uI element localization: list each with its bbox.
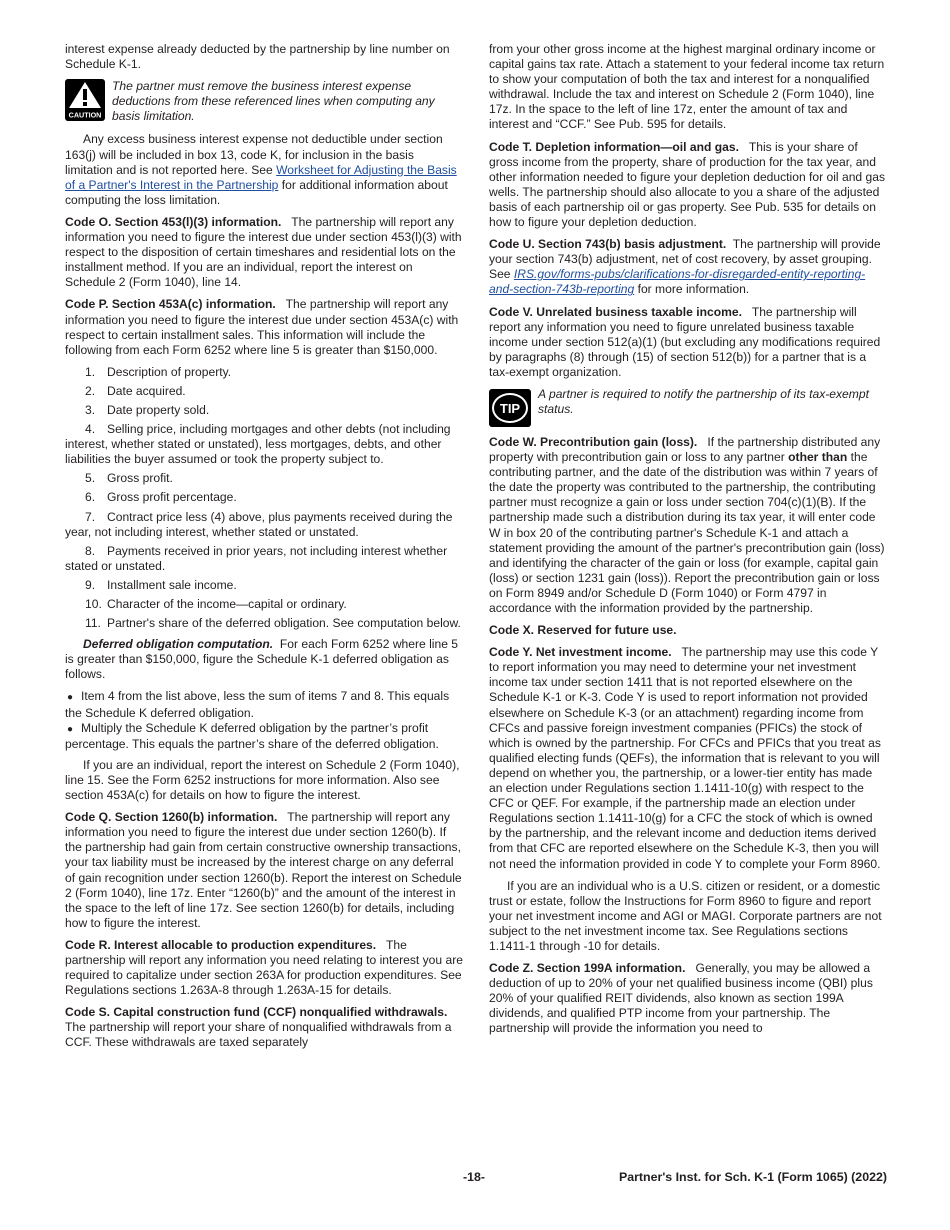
page-footer bbox=[65, 1170, 887, 1186]
tip-text: A partner is required to notify the partnership of its tax-exempt status. bbox=[538, 386, 869, 417]
list-item: 9. Installment sale income. bbox=[85, 577, 237, 592]
list-item: 2. Date acquired. bbox=[85, 383, 186, 398]
paragraph: interest expense already deducted by the partnership by line number on Schedule K-1. bbox=[65, 42, 450, 72]
code-q-heading: Code Q. Section 1260(b) information. bbox=[65, 810, 278, 825]
caution-callout bbox=[65, 79, 463, 124]
code-y-paragraph: Code Y. Net investment income. The partnership may use this code Y to report information you may need to determine your net investment income tax under section 1411 that is not reported elsewhere on the Schedule K-1 or K-3. Code Y is used to report information not provided elsewhere on Schedule K-3 (or an attachment) regarding income from CFCs and passive foreign investment companies (PFICs) the stock of which is owned by the partnership. For CFCs and PFICs that you treat as qualified electing funds (QEFs), the information that is relevant to you will depend on whether you, the partnership, or a lower-tier entity has made an election under Regulations section 1.1411-10(g) with respect to the CFC or QEF. For example, if the partnership made an election under Regulations section 1.1411-10(g) for a CFC the stock of which is owned by the partnership, and the relevant income and deduction items derived from that CFC are reported elsewhere on the Schedule K-3, then you will not need the information provided in code Y to complete your Form 8960. bbox=[489, 645, 881, 871]
code-t-heading: Code T. Depletion information—oil and gas. bbox=[489, 139, 739, 154]
worksheet-link[interactable]: Worksheet for Adjusting the Basis of a Partner's Interest in the Partnership bbox=[65, 162, 457, 192]
code-s-paragraph: Code S. Capital construction fund (CCF) nonqualified withdrawals. The partnership will report your share of nonqualified withdrawals from a CCF. These withdrawals are taxed separately bbox=[65, 1005, 452, 1050]
caution-label: CAUTION bbox=[68, 110, 102, 120]
right-column bbox=[489, 42, 887, 1044]
code-p-paragraph: Code P. Section 453A(c) information. The partnership will report any information you need to figure the interest due under section 453A(c) with respect to certain installment sales. This information will include the following from each Form 6252 where line 5 is greater than $150,000. bbox=[65, 297, 459, 357]
tip-label: TIP bbox=[499, 400, 521, 416]
page-number: -18- bbox=[463, 1170, 486, 1184]
code-r-paragraph: Code R. Interest allocable to production expenditures. The partnership will report any information you need relating to interest you are required to capitalize under section 263A for production expenditures. See Regulations sections 1.263A-8 through 1.263A-15 for details. bbox=[65, 937, 463, 998]
deferred-heading: Deferred obligation computation. bbox=[83, 637, 274, 652]
code-x-heading: Code X. Reserved for future use. bbox=[489, 623, 677, 638]
bullet-item: ● Item 4 from the list above, less the sum of items 7 and 8. This equals the Schedule K deferred obligation. bbox=[65, 689, 450, 720]
left-column bbox=[65, 42, 463, 1058]
bullet-list bbox=[65, 689, 463, 751]
tip-callout bbox=[489, 387, 887, 427]
footer-title: Partner's Inst. for Sch. K-1 (Form 1065) (2022) bbox=[618, 1170, 887, 1184]
code-y-heading: Code Y. Net investment income. bbox=[489, 645, 672, 660]
code-w-heading: Code W. Precontribution gain (loss). bbox=[489, 434, 698, 449]
tip-icon bbox=[489, 389, 531, 427]
list-item: 4. Selling price, including mortgages and other debts (not including interest, whether stated or unstated), less mortgages, debts, and other liabilities the buyer assumed or took the property subject to. bbox=[65, 422, 451, 467]
code-u-paragraph: Code U. Section 743(b) basis adjustment. The partnership will provide your section 743(b) adjustment, net of cost recovery, by asset grouping. See IRS.gov/forms-pubs/clarifications-for-disregarded-entity-reporting-and-section-743b-reporting for more information. bbox=[489, 237, 881, 297]
paragraph-us-citizen: If you are an individual who is a U.S. citizen or resident, or a domestic trust or estate, follow the Instructions for Form 8960 to figure and report your net investment income and AGI or MAGI. Corporate partners are not subject to the net investment income tax. See Regulations sections 1.1411-1 through -10 for details. bbox=[489, 878, 882, 953]
list-item: 3. Date property sold. bbox=[85, 402, 210, 417]
code-o-paragraph: Code O. Section 453(l)(3) information. The partnership will report any information you need to figure the interest due under section 453(l)(3) with respect to the disposition of certain timeshares and residential lots on the installment method. If you are an individual, report the interest on Schedule 2 (Form 1040), line 14. bbox=[65, 214, 462, 290]
code-o-heading: Code O. Section 453(l)(3) information. bbox=[65, 214, 282, 229]
list-item: 8. Payments received in prior years, not including interest whether stated or unstated. bbox=[65, 543, 448, 573]
list-item: 11. Partner's share of the deferred obligation. See computation below. bbox=[85, 616, 461, 631]
bullet-item: ● Multiply the Schedule K deferred obligation by the partner’s profit percentage. This equals the partner’s share of the deferred obligation. bbox=[65, 720, 439, 751]
caution-icon bbox=[65, 79, 105, 121]
code-v-paragraph: Code V. Unrelated business taxable income. The partnership will report any information you need to figure unrelated business taxable income under section 512(a)(1) (but excluding any modifications required by paragraphs (8) through (15) of section 512(b)) for a partner that is a tax-exempt organization. bbox=[489, 304, 881, 379]
code-z-paragraph: Code Z. Section 199A information. Generally, you may be allowed a deduction of up to 20% of your net qualified business income (QBI) plus 20% of your qualified REIT dividends, also known as section 199A dividends, and qualified PTP income from your partnership. The partnership will provide the information you need to bbox=[489, 961, 873, 1036]
list-item: 10. Character of the income—capital or ordinary. bbox=[85, 597, 347, 611]
irs-clarifications-link[interactable]: IRS.gov/forms-pubs/clarifications-for-disregarded-entity-reporting-and-section-743b-reporting bbox=[489, 267, 866, 297]
list-item: 5. Gross profit. bbox=[85, 471, 173, 486]
code-x-paragraph bbox=[489, 623, 887, 638]
code-w-paragraph: Code W. Precontribution gain (loss). If the partnership distributed any property with precontribution gain or loss to any partner other than the contributing partner, and the date of the distribution was within 7 years of the date the property was contributed to the partnership, the contributing partner must recognize a gain or loss under section 704(c)(1)(B). If the partnership made such a distribution during its tax year, it will enter code W in box 20 of the contributing partner's Schedule K-1 and attach a statement providing the amount of the partner's precontribution gain (loss) and identifying the character of the gain or loss (for example, capital gain (loss) or section 1231 gain (loss)). Report the precontribution gain or loss on Form 8949 and/or Schedule D (Form 1040) or Form 4797 in accordance with the information provided by the partnership. bbox=[489, 434, 885, 615]
code-u-heading: Code U. Section 743(b) basis adjustment. bbox=[489, 237, 727, 252]
code-v-heading: Code V. Unrelated business taxable income. bbox=[489, 304, 742, 319]
code-p-heading: Code P. Section 453A(c) information. bbox=[65, 297, 276, 312]
code-r-heading: Code R. Interest allocable to production expenditures. bbox=[65, 937, 377, 952]
list-item: 6. Gross profit percentage. bbox=[85, 490, 237, 505]
code-z-heading: Code Z. Section 199A information. bbox=[489, 961, 686, 976]
caution-text: The partner must remove the business interest expense deductions from these referenced lines when computing any basis limitation. bbox=[112, 79, 435, 124]
list-item: 1. Description of property. bbox=[85, 364, 232, 379]
code-t-paragraph: Code T. Depletion information—oil and gas. This is your share of gross income from the property, share of production for the tax year, and other information needed to figure your depletion deduction for oil and gas wells. The partnership should also allocate to you a share of the adjusted basis of each partnership oil or gas property. See Pub. 535 for details on how to figure your depletion deduction. bbox=[489, 139, 885, 230]
code-q-paragraph: Code Q. Section 1260(b) information. The partnership will report any information you need to figure the interest due under section 1260(b). If the partnership had gain from certain constructive ownership transactions, your tax liability must be increased by the interest charge on any deferral of gain recognition under section 1260(b). Report the interest on Schedule 2 (Form 1040), line 17z. Enter “1260(b)” and the amount of the interest in the space to the left of line 17z. See section 1260(b) for details, including how to figure the interest. bbox=[65, 810, 462, 930]
paragraph-individual: If you are an individual, report the interest on Schedule 2 (Form 1040), line 15. See the Form 6252 instructions for more information. Also see section 453A(c) for details on how to figure the interest. bbox=[65, 757, 460, 803]
paragraph-excess: Any excess business interest expense not deductible under section 163(j) will be included in box 13, code K, for inclusion in the basis limitation and is not reported here. See Worksheet for Adjusting the Basis of a Partner's Interest in the Partnership for additional information about computing the loss limitation. bbox=[65, 132, 457, 207]
paragraph-continued: from your other gross income at the highest marginal ordinary income or capital gains tax rate. Attach a statement to your federal income tax return to show your computation of both the tax and interest for a nonqualified withdrawal. Include the tax and interest on Schedule 2 (Form 1040), line 17z. In the space to the left of line 17z, enter the amount of tax and interest and “CCF.” See Pub. 595 for details. bbox=[489, 42, 885, 132]
deferred-paragraph: Deferred obligation computation. For each Form 6252 where line 5 is greater than $150,000, figure the Schedule K-1 deferred obligation as follows. bbox=[65, 637, 459, 682]
numbered-list bbox=[65, 365, 463, 631]
code-s-heading: Code S. Capital construction fund (CCF) nonqualified withdrawals. bbox=[65, 1005, 448, 1020]
list-item: 7. Contract price less (4) above, plus payments received during the year, not including interest, whether stated or unstated. bbox=[65, 509, 453, 539]
